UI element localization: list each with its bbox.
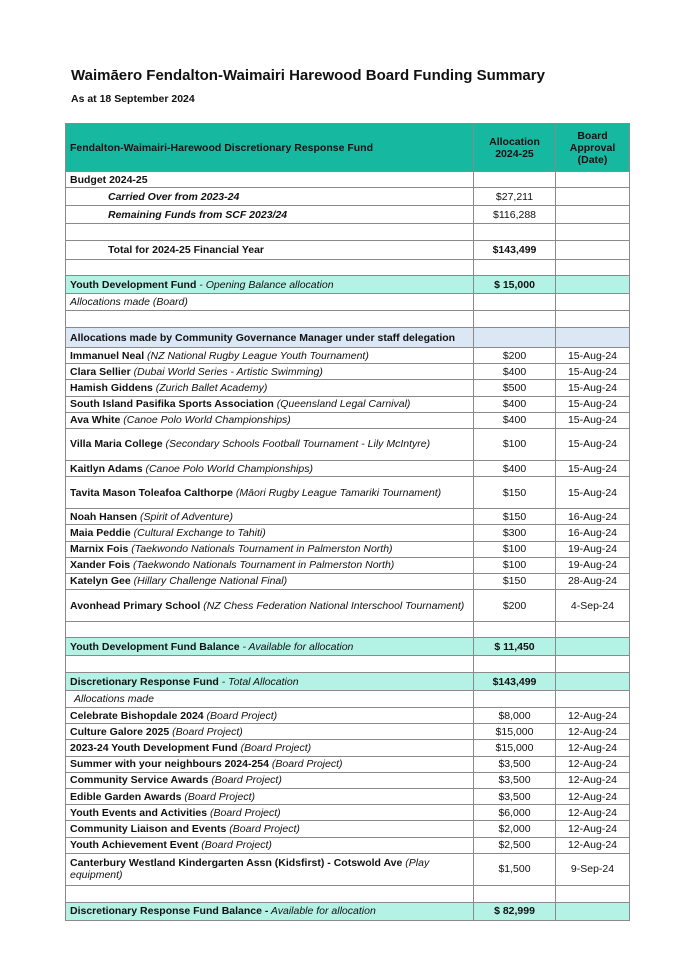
entry-amount: $2,000 <box>474 821 556 837</box>
remaining-funds-row <box>66 206 630 224</box>
carried-over-row <box>66 188 630 206</box>
entry-approval-date: 9-Sep-24 <box>556 853 630 885</box>
entry-approval-date: 12-Aug-24 <box>556 756 630 772</box>
entry-label <box>66 590 474 622</box>
entry-approval-date: 15-Aug-24 <box>556 364 630 380</box>
entry-amount: $400 <box>474 412 556 428</box>
drf-allocation-row <box>66 772 630 788</box>
ydf-allocation-row <box>66 573 630 589</box>
entry-description: (Cultural Exchange to Tahiti) <box>130 526 266 539</box>
entry-approval-date: 15-Aug-24 <box>556 460 630 476</box>
entry-amount: $2,500 <box>474 837 556 853</box>
entry-label <box>66 573 474 589</box>
ydf-opening-row <box>66 276 630 294</box>
entry-amount: $150 <box>474 477 556 509</box>
blank-row <box>66 224 630 241</box>
ydf-board-allocations-label: Allocations made (Board) <box>66 294 474 311</box>
entry-description: (NZ Chess Federation National Interschool Tournament) <box>200 599 465 612</box>
entry-name: Ava White <box>70 414 121 427</box>
budget-heading: Budget 2024-25 <box>66 172 474 188</box>
ydf-allocation-row <box>66 428 630 460</box>
entry-name: Immanuel Neal <box>70 349 145 362</box>
ydf-allocation-row <box>66 380 630 396</box>
entry-amount: $500 <box>474 380 556 396</box>
entry-name: Maia Peddie <box>70 526 131 539</box>
ydf-allocation-row <box>66 364 630 380</box>
budget-total-value: $143,499 <box>474 241 556 260</box>
entry-name: Katelyn Gee <box>70 575 131 588</box>
entry-description: (Canoe Polo World Championships) <box>142 462 313 475</box>
entry-label <box>66 821 474 837</box>
entry-label <box>66 525 474 541</box>
entry-approval-date: 15-Aug-24 <box>556 348 630 364</box>
entry-approval-date: 12-Aug-24 <box>556 789 630 805</box>
entry-label <box>66 853 474 885</box>
entry-approval-date: 15-Aug-24 <box>556 380 630 396</box>
entry-label <box>66 477 474 509</box>
entry-description: (Taekwondo Nationals Tournament in Palmerston North) <box>130 559 395 572</box>
funding-summary-table <box>65 123 630 921</box>
entry-amount: $150 <box>474 573 556 589</box>
entry-description: (Play equipment) <box>70 857 430 882</box>
entry-approval-date: 16-Aug-24 <box>556 509 630 525</box>
entry-amount: $3,500 <box>474 756 556 772</box>
entry-amount: $200 <box>474 590 556 622</box>
entry-name: Clara Sellier <box>70 365 131 378</box>
entry-label <box>66 541 474 557</box>
page-title: Waimāero Fendalton-Waimairi Harewood Board Funding Summary <box>71 67 545 84</box>
entry-amount: $3,500 <box>474 772 556 788</box>
entry-approval-date: 12-Aug-24 <box>556 805 630 821</box>
entry-description: (Secondary Schools Football Tournament - Lily McIntyre) <box>162 438 431 451</box>
entry-description: (Board Project) <box>237 742 312 755</box>
entry-name: Community Service Awards <box>70 774 209 787</box>
drf-allocation-row <box>66 837 630 853</box>
entry-approval-date: 15-Aug-24 <box>556 428 630 460</box>
entry-approval-date: 12-Aug-24 <box>556 708 630 724</box>
entry-label <box>66 740 474 756</box>
entry-label <box>66 708 474 724</box>
entry-approval-date: 12-Aug-24 <box>556 821 630 837</box>
blank-row <box>66 311 630 328</box>
entry-approval-date: 12-Aug-24 <box>556 837 630 853</box>
entry-amount: $150 <box>474 509 556 525</box>
entry-approval-date: 12-Aug-24 <box>556 740 630 756</box>
entry-approval-date: 15-Aug-24 <box>556 412 630 428</box>
ydf-allocation-row <box>66 509 630 525</box>
entry-approval-date: 12-Aug-24 <box>556 772 630 788</box>
blank-row <box>66 656 630 673</box>
entry-amount: $100 <box>474 541 556 557</box>
entry-description: (Board Project) <box>208 774 282 787</box>
entry-amount: $400 <box>474 364 556 380</box>
entry-amount: $400 <box>474 396 556 412</box>
entry-description: (Board Project) <box>198 839 272 852</box>
entry-approval-date: 4-Sep-24 <box>556 590 630 622</box>
entry-name: Youth Events and Activities <box>70 806 208 819</box>
entry-amount: $8,000 <box>474 708 556 724</box>
drf-allocation-row <box>66 756 630 772</box>
entry-description: (Hillary Challenge National Final) <box>130 575 288 588</box>
entry-label <box>66 789 474 805</box>
ydf-opening-value: $ 15,000 <box>474 276 556 294</box>
entry-name: Summer with your neighbours 2024-254 <box>70 758 269 771</box>
approval-header: Board Approval (Date) <box>556 124 630 172</box>
staff-delegation-row <box>66 328 630 348</box>
drf-allocation-row <box>66 821 630 837</box>
ydf-allocation-row <box>66 477 630 509</box>
entry-amount: $3,500 <box>474 789 556 805</box>
drf-allocation-row <box>66 789 630 805</box>
entry-name: Community Liaison and Events <box>70 822 227 835</box>
ydf-allocation-row <box>66 525 630 541</box>
ydf-balance-row <box>66 638 630 656</box>
ydf-balance-value: $ 11,450 <box>474 638 556 656</box>
entry-label <box>66 380 474 396</box>
carried-over-label: Carried Over from 2023-24 <box>66 188 474 206</box>
entry-name: South Island Pasifika Sports Association <box>70 398 274 411</box>
entry-description: (Board Project) <box>226 822 300 835</box>
drf-allocation-row <box>66 853 630 885</box>
fund-header: Fendalton-Waimairi-Harewood Discretionary Response Fund <box>66 124 474 172</box>
entry-name: Noah Hansen <box>70 510 138 523</box>
remaining-funds-label: Remaining Funds from SCF 2023/24 <box>66 206 474 224</box>
carried-over-value: $27,211 <box>474 188 556 206</box>
ydf-allocation-row <box>66 460 630 476</box>
entry-name: Kaitlyn Adams <box>70 462 143 475</box>
ydf-allocation-row <box>66 590 630 622</box>
drf-allocations-made-label: Allocations made <box>66 691 474 708</box>
blank-row <box>66 885 630 902</box>
budget-heading-row <box>66 172 630 188</box>
entry-label <box>66 557 474 573</box>
drf-total-row <box>66 673 630 691</box>
entry-description: (Dubai World Series - Artistic Swimming) <box>130 365 323 378</box>
entry-amount: $400 <box>474 460 556 476</box>
entry-approval-date: 12-Aug-24 <box>556 724 630 740</box>
entry-description: (Board Project) <box>203 709 278 722</box>
ydf-allocation-row <box>66 348 630 364</box>
entry-label <box>66 772 474 788</box>
ydf-allocation-row <box>66 396 630 412</box>
entry-name: Marnix Fois <box>70 543 129 556</box>
entry-description: (Board Project) <box>268 758 343 771</box>
drf-allocation-row <box>66 724 630 740</box>
entry-label <box>66 348 474 364</box>
entry-name: Edible Garden Awards <box>70 790 182 803</box>
entry-description: (Zurich Ballet Academy) <box>152 381 268 394</box>
entry-label <box>66 724 474 740</box>
remaining-funds-value: $116,288 <box>474 206 556 224</box>
drf-balance-label: Discretionary Response Fund Balance - Available for allocation <box>66 902 474 920</box>
ydf-allocation-rows <box>66 348 630 622</box>
entry-description: (Māori Rugby League Tamariki Tournament) <box>232 486 442 499</box>
drf-balance-value: $ 82,999 <box>474 902 556 920</box>
table-header-row <box>66 124 630 172</box>
entry-label <box>66 396 474 412</box>
entry-label <box>66 412 474 428</box>
entry-description: (Queensland Legal Carnival) <box>273 398 411 411</box>
entry-name: Culture Galore 2025 <box>70 725 170 738</box>
budget-total-label: Total for 2024-25 Financial Year <box>66 241 474 260</box>
drf-allocation-rows <box>66 708 630 886</box>
drf-allocation-row <box>66 805 630 821</box>
entry-label <box>66 509 474 525</box>
ydf-opening-label: Youth Development Fund - Opening Balance allocation <box>66 276 474 294</box>
entry-amount: $100 <box>474 428 556 460</box>
entry-name: Celebrate Bishopdale 2024 <box>70 709 204 722</box>
ydf-balance-label: Youth Development Fund Balance - Available for allocation <box>66 638 474 656</box>
entry-name: Youth Achievement Event <box>70 839 199 852</box>
entry-approval-date: 16-Aug-24 <box>556 525 630 541</box>
ydf-allocation-row <box>66 541 630 557</box>
entry-name: Tavita Mason Toleafoa Calthorpe <box>70 486 233 499</box>
entry-label <box>66 364 474 380</box>
ydf-allocation-row <box>66 412 630 428</box>
entry-description: (Spirit of Adventure) <box>137 510 234 523</box>
entry-label <box>66 460 474 476</box>
entry-approval-date: 28-Aug-24 <box>556 573 630 589</box>
entry-amount: $200 <box>474 348 556 364</box>
ydf-board-allocations-row <box>66 294 630 311</box>
entry-amount: $6,000 <box>474 805 556 821</box>
entry-amount: $300 <box>474 525 556 541</box>
entry-name: Xander Fois <box>70 559 131 572</box>
entry-label <box>66 756 474 772</box>
blank-row <box>66 260 630 276</box>
entry-name: Avonhead Primary School <box>70 599 201 612</box>
entry-name: Canterbury Westland Kindergarten Assn (Kidsfirst) - Cotswold Ave <box>70 857 403 870</box>
drf-balance-row <box>66 902 630 920</box>
drf-allocation-row <box>66 708 630 724</box>
entry-name: 2023-24 Youth Development Fund <box>70 742 238 755</box>
entry-amount: $15,000 <box>474 724 556 740</box>
entry-description: (Taekwondo Nationals Tournament in Palmerston North) <box>128 543 393 556</box>
entry-label <box>66 428 474 460</box>
entry-description: (Board Project) <box>169 725 243 738</box>
staff-delegation-label: Allocations made by Community Governance Manager under staff delegation <box>66 328 474 348</box>
entry-description: (Board Project) <box>181 790 255 803</box>
drf-allocations-made-row <box>66 691 630 708</box>
entry-approval-date: 15-Aug-24 <box>556 396 630 412</box>
entry-label <box>66 837 474 853</box>
ydf-allocation-row <box>66 557 630 573</box>
entry-description: (NZ National Rugby League Youth Tournament) <box>144 349 369 362</box>
entry-approval-date: 19-Aug-24 <box>556 557 630 573</box>
entry-description: (Board Project) <box>207 806 281 819</box>
entry-approval-date: 15-Aug-24 <box>556 477 630 509</box>
entry-name: Villa Maria College <box>70 438 163 451</box>
budget-total-row <box>66 241 630 260</box>
entry-approval-date: 19-Aug-24 <box>556 541 630 557</box>
blank-row <box>66 622 630 638</box>
entry-name: Hamish Giddens <box>70 381 153 394</box>
entry-description: (Canoe Polo World Championships) <box>120 414 291 427</box>
entry-amount: $100 <box>474 557 556 573</box>
drf-allocation-row <box>66 740 630 756</box>
drf-total-value: $143,499 <box>474 673 556 691</box>
allocation-header: Allocation 2024-25 <box>474 124 556 172</box>
entry-amount: $1,500 <box>474 853 556 885</box>
entry-amount: $15,000 <box>474 740 556 756</box>
page-subtitle: As at 18 September 2024 <box>71 93 195 105</box>
drf-total-label: Discretionary Response Fund - Total Allocation <box>66 673 474 691</box>
entry-label <box>66 805 474 821</box>
